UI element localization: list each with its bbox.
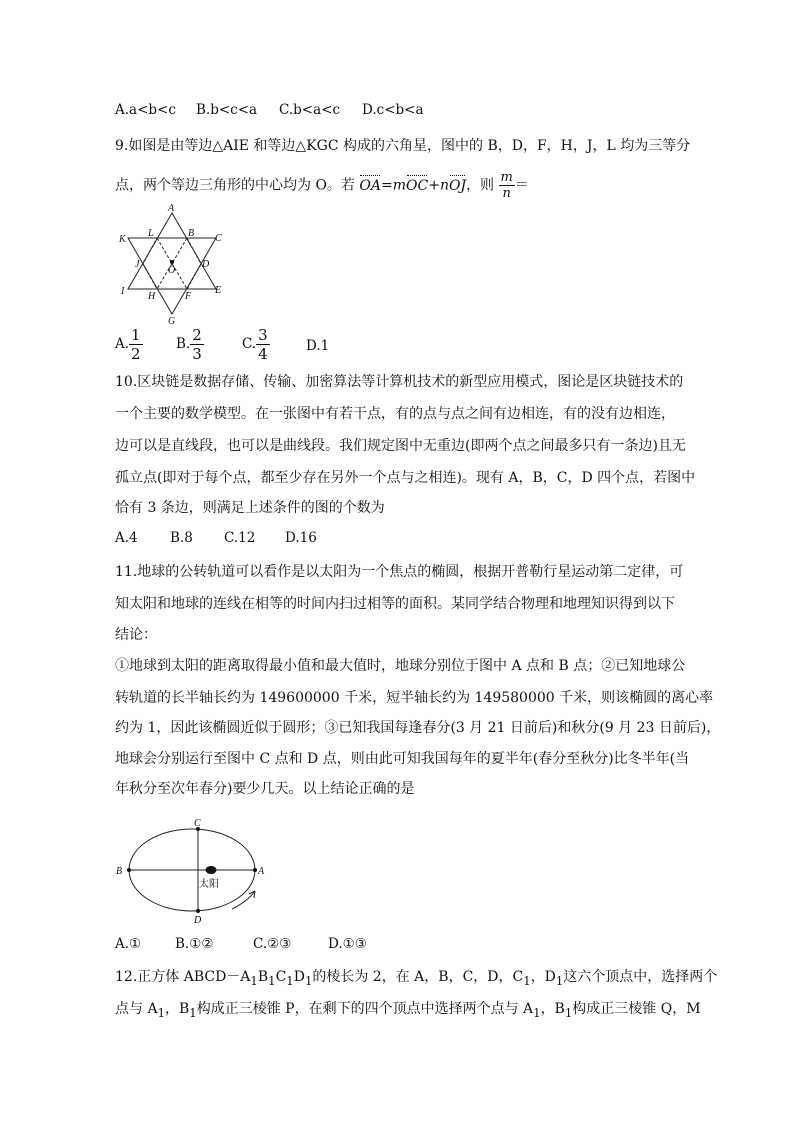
q8-option-a: A.a<b<c: [115, 102, 176, 118]
q9-line-2-pre: 点，两个等边三角形的中心均为 O。若: [115, 177, 355, 194]
label-d: D: [202, 259, 210, 270]
q9-coef-n: n: [439, 177, 449, 194]
q11-line-7: 地球会分别运行至图中 C 点和 D 点，则由此可知我国每年的夏半年(春分至秋分)比冬半年(当: [115, 751, 690, 767]
vector-oa: OA: [359, 177, 381, 194]
triangle-aie: [128, 213, 216, 289]
q10-option-a: A.4: [115, 530, 138, 546]
q11-line-5: 转轨道的长半轴长约为 149600000 千米，短半轴长约为 149580000 千米，则该椭圆的离心率: [115, 690, 714, 706]
q10-option-b: B.8: [170, 530, 193, 546]
q9-option-d: D.1: [306, 338, 330, 354]
label-sun: 太阳: [199, 879, 219, 890]
q10-option-d: D.16: [285, 530, 317, 546]
q10-option-c: C.12: [224, 530, 256, 546]
q8-option-d: D.c<b<a: [362, 102, 424, 118]
label-b: B: [188, 228, 195, 239]
q8-option-b: B.b<c<a: [196, 102, 258, 118]
q8-option-c: C.b<a<c: [279, 102, 341, 118]
q11-option-a: A.①: [115, 936, 142, 952]
hexagram-figure: [112, 200, 232, 328]
q11-line-1: 11.地球的公转轨道可以看作是以太阳为一个焦点的椭圆，根据开普勒行星运动第二定律，可: [115, 564, 684, 580]
q10-line-5: 恰有 3 条边，则满足上述条件的图的个数为: [115, 500, 385, 516]
label-f: F: [185, 291, 192, 302]
label-l: L: [148, 228, 154, 239]
q10-line-4: 孤立点(即对于每个点，都至少存在另外一个点与之相连)。现有 A，B，C，D 四个点，若图中: [115, 470, 696, 486]
sun-icon: [206, 866, 217, 874]
q9-fraction-m-over-n: $\frac{m}{n}$: [500, 170, 513, 201]
q9-option-a: A. $\frac{1}{2}$: [115, 326, 141, 363]
q11-option-d: D.①③: [328, 936, 367, 952]
label-j: J: [135, 259, 140, 270]
label-h: H: [148, 291, 156, 302]
label-i: I: [121, 286, 125, 297]
q12-line-2: 点与 $A_1$，$B_1$构成正三棱锥 P，在剩下的四个顶点中选择两个点与 $A_1$，$B_1$构成正三棱锥 Q，M: [115, 1001, 701, 1020]
q10-line-1: 10.区块链是数据存储、传输、加密算法等计算机技术的新型应用模式，图论是区块链技术的: [115, 374, 684, 390]
q9-frac-eq: ＝: [514, 177, 529, 194]
label-e: E: [215, 285, 222, 296]
label-g: G: [168, 316, 176, 327]
q9-eq: =: [380, 177, 393, 194]
q11-line-6: 约为 1，因此该椭圆近似于圆形；③已知我国每逢春分(3 月 21 日前后)和秋分(9 月 23 日前后)，: [115, 720, 721, 736]
q9-option-c: C. $\frac{3}{4}$: [242, 326, 268, 363]
vector-oj: OJ: [448, 177, 467, 194]
q9-coef-m: m: [392, 177, 406, 194]
triangle-kgc: [128, 238, 216, 314]
label-a: A: [168, 203, 175, 214]
q9-line-2-post: ，则: [466, 177, 495, 194]
q11-option-b: B.①②: [175, 936, 214, 952]
center-point-o: [170, 260, 174, 264]
q10-line-2: 一个主要的数学模型。在一张图中有若干点，有的点与点之间有边相连，有的没有边相连，: [115, 406, 675, 422]
point-a: [253, 868, 257, 872]
q11-line-3: 结论：: [115, 627, 157, 643]
label-k: K: [119, 234, 126, 245]
q12-line-1: 12.正方体 $ABCD-A_1B_1C_1D_1$的棱长为 2，在 A，B，C，D，$C_1$，$D_1$这六个顶点中，选择两个: [115, 969, 718, 988]
q11-line-2: 知太阳和地球的连线在相等的时间内扫过相等的面积。某同学结合物理和地理知识得到以下: [115, 596, 675, 612]
point-d: [196, 909, 200, 913]
q9-plus: +: [428, 177, 440, 194]
vector-oc: OC: [406, 177, 429, 194]
label-a: A: [258, 866, 265, 877]
label-c: C: [194, 818, 201, 829]
q9-option-b: B. $\frac{2}{3}$: [176, 326, 202, 363]
q11-option-c: C.②③: [253, 936, 292, 952]
q9-line-2: [115, 170, 529, 201]
label-c: C: [215, 233, 222, 244]
q10-line-3: 边可以是直线段，也可以是曲线段。我们规定图中无重边(即两个点之间最多只有一条边)且无: [115, 438, 686, 454]
label-o: O: [168, 265, 176, 276]
q11-line-8: 年秋分至次年春分)要少几天。以上结论正确的是: [115, 781, 415, 797]
orbit-figure: [110, 815, 270, 925]
label-d: D: [194, 915, 202, 925]
label-b: B: [116, 866, 123, 877]
q11-line-4: ①地球到太阳的距离取得最小值和最大值时，地球分别位于图中 A 点和 B 点；②已知地球公: [115, 658, 686, 674]
q9-line-1: 9.如图是由等边△AIE 和等边△KGC 构成的六角星，图中的 B，D，F，H，J，L 均为三等分: [115, 138, 691, 154]
point-b: [127, 868, 131, 872]
